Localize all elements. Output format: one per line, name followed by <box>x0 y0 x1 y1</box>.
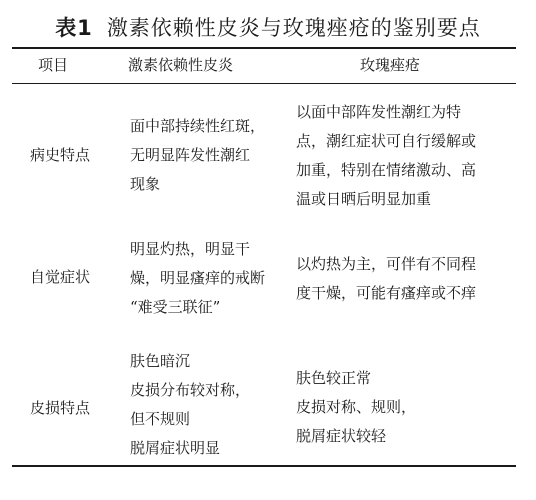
row-history-hormone: 面中部持续性红斑， 无明显阵发性潮红 现象 <box>130 117 266 193</box>
row-history-label: 病史特点 <box>30 146 91 164</box>
table-bottom-rule <box>12 465 516 467</box>
table-number: 表1 <box>55 16 93 40</box>
row-lesion-rosacea: 肤色较正常 皮损对称、规则， 脱屑症状较轻 <box>296 369 417 445</box>
row-symptom-label: 自觉症状 <box>30 268 91 286</box>
header-item: 项目 <box>38 56 69 74</box>
header-hormone-dermatitis: 激素依赖性皮炎 <box>128 56 234 74</box>
row-symptom-hormone: 明显灼热，明显干 燥，明显瘙痒的戒断 “难受三联征” <box>130 240 266 316</box>
table-title-text: 激素依赖性皮炎与玫瑰痤疮的鉴别要点 <box>106 16 481 40</box>
table-header-rule <box>12 83 516 84</box>
table-title <box>0 12 536 42</box>
header-rosacea: 玫瑰痤疮 <box>360 56 421 74</box>
row-lesion-label: 皮损特点 <box>30 399 91 417</box>
row-symptom-rosacea: 以灼热为主，可伴有不同程 度干燥，可能有瘙痒或不痒 <box>296 255 477 302</box>
row-history-rosacea: 以面中部阵发性潮红为特 点，潮红症状可自行缓解或 加重，特别在情绪激动、高 温或日晒后明显加重 <box>296 103 477 208</box>
row-lesion-hormone: 肤色暗沉 皮损分布较对称， 但不规则 脱屑症状明显 <box>130 352 251 457</box>
table-top-rule <box>12 47 516 49</box>
